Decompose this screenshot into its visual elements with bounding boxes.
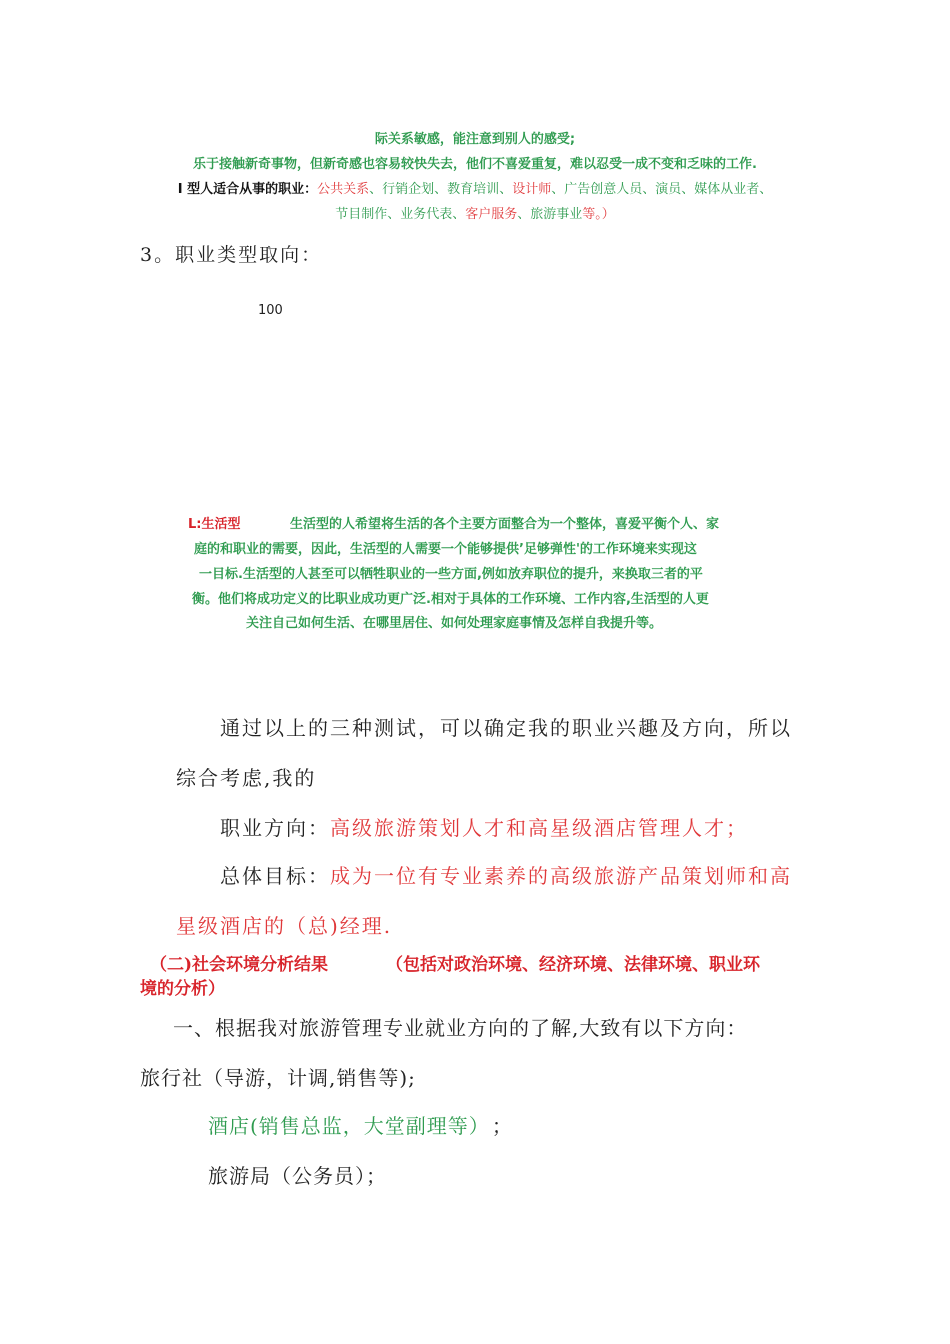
career-direction-label: 职业方向： <box>220 816 330 840</box>
section3-title: 3。职业类型取向： <box>140 244 323 266</box>
lifestyle-line-4: 衡。他们将成功定义的比职业成功更广泛.相对于具体的工作环境、工作内容,生活型的人更 <box>192 592 709 607</box>
direction-hotel-suffix: ； <box>491 1114 513 1138</box>
overall-goal-label: 总体目标： <box>220 864 330 888</box>
lifestyle-block <box>188 513 240 532</box>
occupation-item-cont-2: 、 <box>517 207 531 222</box>
occupation-item-cont-1: 客户服务 <box>465 207 518 222</box>
occupation-list <box>317 182 772 197</box>
lifestyle-line-3: 一目标.生活型的人甚至可以牺牲职业的一些方面,例如放弃职位的提升，来换取三者的平 <box>199 567 703 582</box>
section2-title-line2: 境的分析） <box>140 979 225 999</box>
lifestyle-line-2: 庭的和职业的需要，因此，生活型的人需要一个能够提供’足够弹性'的工作环境来实现这 <box>194 542 697 557</box>
direction-travel-agency: 旅行社（导游，计调,销售等); <box>140 1066 416 1090</box>
occupation-item-5: 、广告创意人员、演员、媒体从业者、 <box>551 182 773 197</box>
overall-goal <box>220 860 792 889</box>
intro-line-1: 际关系敏感，能注意到别人的感受; <box>374 132 576 147</box>
occupation-item-3: 、 <box>499 182 513 197</box>
occupation-item-1: 、行销企划、 <box>369 182 448 197</box>
direction-hotel-text: 酒店(销售总监，大堂副理等） <box>208 1114 480 1138</box>
intro-line-4 <box>0 203 950 222</box>
lifestyle-line-5: 关注自己如何生活、在哪里居住、如何处理家庭事情及怎样自我提升等。 <box>246 616 663 631</box>
direction-tourism-bureau: 旅游局（公务员）； <box>208 1164 387 1188</box>
section2-title-part2: （包括对政治环境、经济环境、法律环境、职业环 <box>386 955 760 975</box>
career-direction-value: 高级旅游策划人才和高星级酒店管理人才； <box>330 816 748 840</box>
section2-title-part1: （二)社会环境分析结果 <box>150 955 329 975</box>
career-direction <box>220 812 748 841</box>
overall-goal-continued: 星级酒店的（总)经理. <box>176 914 393 938</box>
occupation-item-2: 教育培训 <box>447 182 500 197</box>
occupation-item-cont-4: 等。） <box>582 207 615 222</box>
conclusion-line-1: 通过以上的三种测试，可以确定我的职业兴趣及方向，所以 <box>220 716 792 740</box>
occupation-item-0: 公共关系 <box>317 182 370 197</box>
chart-value-label: 100 <box>258 303 283 318</box>
overall-goal-value: 成为一位有专业素养的高级旅游产品策划师和高 <box>330 864 792 888</box>
directions-intro: 一、根据我对旅游管理专业就业方向的了解,大致有以下方向： <box>173 1016 748 1040</box>
intro-line-2: 乐于接触新奇事物，但新奇感也容易较快失去，他们不喜爱重复，难以忍受一成不变和乏味的工作. <box>193 157 757 172</box>
occupation-item-cont-0: 节目制作、业务代表、 <box>335 207 466 222</box>
lifestyle-line-1: 生活型的人希望将生活的各个主要方面整合为一个整体，喜爱平衡个人、家 <box>290 517 720 532</box>
intro-line-3 <box>0 178 950 197</box>
occupation-label: I 型人适合从事的职业： <box>177 182 318 197</box>
lifestyle-label: L:生活型 <box>188 517 241 532</box>
conclusion-line-2: 综合考虑,我的 <box>176 766 317 790</box>
occupation-item-cont-3: 旅游事业 <box>530 207 583 222</box>
direction-hotel <box>208 1110 513 1139</box>
occupation-item-4: 设计师 <box>512 182 552 197</box>
